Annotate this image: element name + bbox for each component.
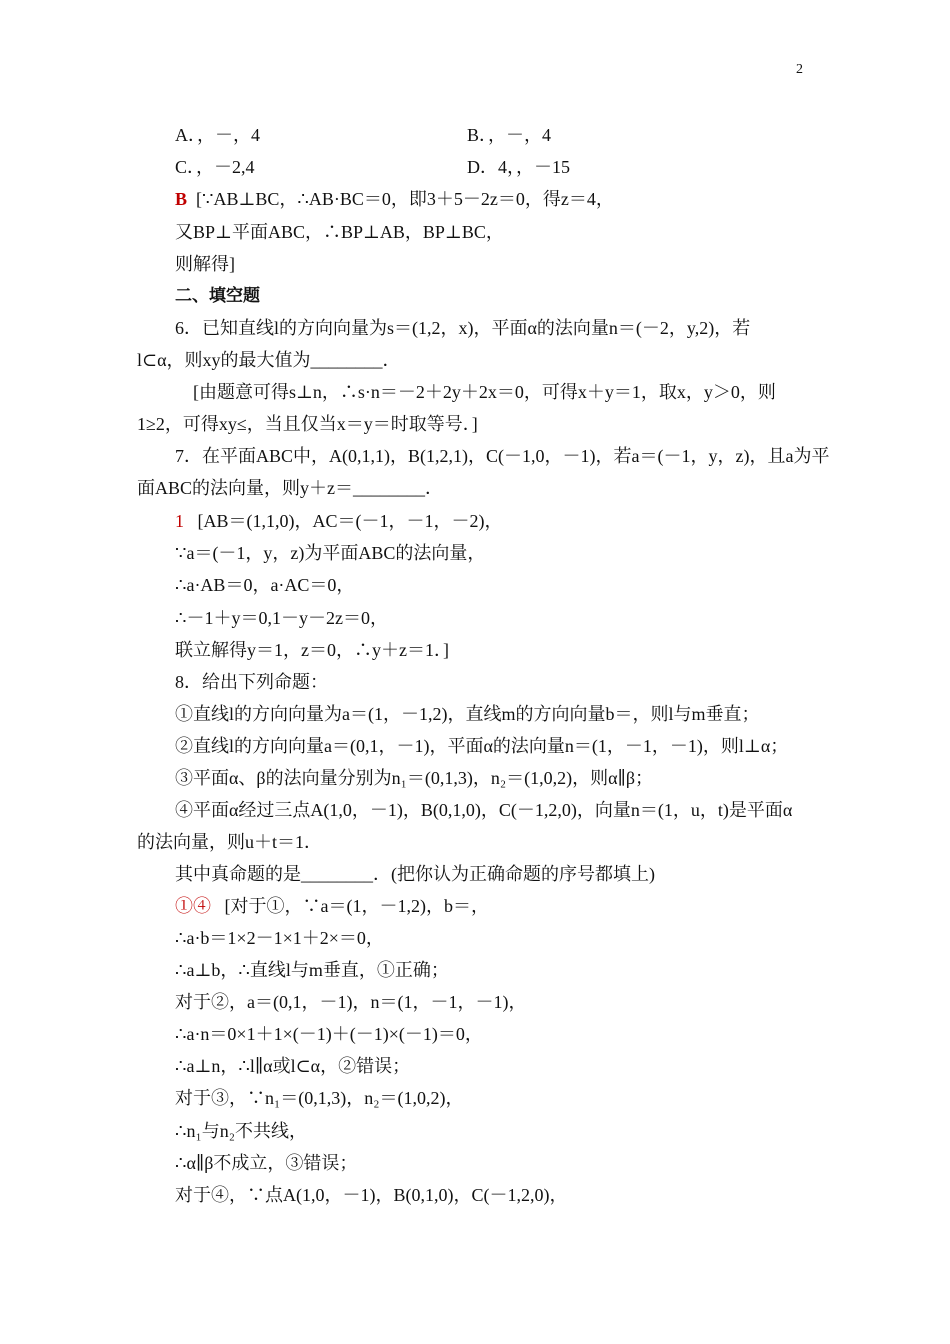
q8-solution-line-7: 对于③，∵n₁＝(0,1,3)，n₂＝(1,0,2)， — [175, 1088, 464, 1108]
q8-proposition-4-line-2: 的法向量，则u＋t＝1． — [137, 832, 323, 852]
q6-stem-line-1: 6．已知直线l的方向向量为s＝(1,2，x)，平面α的法向量n＝(－2，y,2)，若 — [175, 318, 751, 338]
q8-proposition-1: ①直线l的方向向量为a＝(1，－1,2)，直线m的方向向量b＝，则l与m垂直； — [175, 704, 760, 724]
q8-solution-line-5: ∴a·n＝0×1＋1×(－1)＋(－1)×(－1)＝0， — [175, 1024, 483, 1044]
q8-answer: ①④ — [175, 896, 211, 916]
q8-proposition-3: ③平面α、β的法向量分别为n₁＝(0,1,3)，n₂＝(1,0,2)，则α∥β； — [175, 768, 654, 788]
q8-solution-line-6: ∴a⊥n，∴l∥α或l⊂α，②错误； — [175, 1056, 411, 1076]
q8-proposition-2: ②直线l的方向向量a＝(0,1，－1)，平面α的法向量n＝(1，－1，－1)，则l⊥α； — [175, 736, 789, 756]
q5-solution-line-2: 又BP⊥平面ABC，∴BP⊥AB，BP⊥BC， — [175, 222, 504, 242]
q8-solution-line-4: 对于②，a＝(0,1，－1)，n＝(1，－1，－1)， — [175, 992, 527, 1012]
q8-stem: 8．给出下列命题： — [175, 672, 328, 692]
q8-solution-text-1: [对于①，∵a＝(1，－1,2)，b＝， — [224, 896, 489, 916]
q7-solution-line-3: ∴a·AB＝0，a·AC＝0， — [175, 575, 355, 595]
page-number: 2 — [796, 62, 803, 77]
q5-answer: B — [175, 189, 188, 209]
q6-stem-line-2: l⊂α，则xy的最大值为________． — [137, 350, 401, 370]
q8-solution-line-9: ∴α∥β不成立，③错误； — [175, 1153, 358, 1173]
q5-solution-line-1 — [175, 187, 614, 211]
q6-solution-line-2: 1≥2，可得xy≤，当且仅当x＝y＝时取等号．] — [137, 414, 478, 434]
q6-solution-line-1: [由题意可得s⊥n，∴s·n＝－2＋2y＋2x＝0，可得x＋y＝1，取x，y＞0，则 — [193, 382, 776, 402]
q7-solution-line-4: ∴－1＋y＝0,1－y－2z＝0， — [175, 608, 388, 628]
q8-solution-line-8: ∴n₁与n₂不共线， — [175, 1121, 308, 1141]
q8-solution-line-10: 对于④，∵点A(1,0，－1)，B(0,1,0)，C(－1,2,0)， — [175, 1185, 568, 1205]
q7-solution-line-5: 联立解得y＝1，z＝0，∴y＋z＝1．] — [175, 640, 449, 660]
q7-stem-line-2: 面ABC的法向量，则y＋z＝________． — [137, 478, 443, 498]
q8-solution-line-2: ∴a·b＝1×2－1×1＋2×＝0， — [175, 928, 384, 948]
q7-solution-text-1: [AB＝(1,1,0)，AC＝(－1，－1，－2)， — [197, 511, 503, 531]
q8-proposition-4-line-1: ④平面α经过三点A(1,0，－1)，B(0,1,0)，C(－1,2,0)，向量n＝(1，u，t)是平面α — [175, 800, 793, 820]
q8-question: 其中真命题的是________．(把你认为正确命题的序号都填上) — [175, 864, 655, 884]
q5-option-a: A．，－，4 — [175, 125, 260, 145]
q5-option-b: B．，－，4 — [467, 125, 552, 145]
q8-solution-line-1 — [175, 894, 489, 918]
q7-solution-line-1 — [175, 509, 502, 533]
q8-solution-line-3: ∴a⊥b，∴直线l与m垂直，①正确； — [175, 960, 449, 980]
q7-solution-line-2: ∵a＝(－1，y，z)为平面ABC的法向量， — [175, 543, 486, 563]
q5-solution-text-1: [∵AB⊥BC，∴AB·BC＝0，即3＋5－2z＝0，得z＝4， — [196, 189, 614, 209]
q5-option-c: C．，－2,4 — [175, 157, 255, 177]
q5-solution-line-3: 则解得] — [175, 254, 235, 274]
q5-option-d: D．4，，－15 — [467, 157, 570, 177]
section-title: 二、填空题 — [175, 286, 260, 306]
q7-stem-line-1: 7．在平面ABC中，A(0,1,1)，B(1,2,1)，C(－1,0，－1)，若a＝(－1，y，z)，且a为平 — [175, 446, 830, 466]
q7-answer: 1 — [175, 511, 184, 531]
